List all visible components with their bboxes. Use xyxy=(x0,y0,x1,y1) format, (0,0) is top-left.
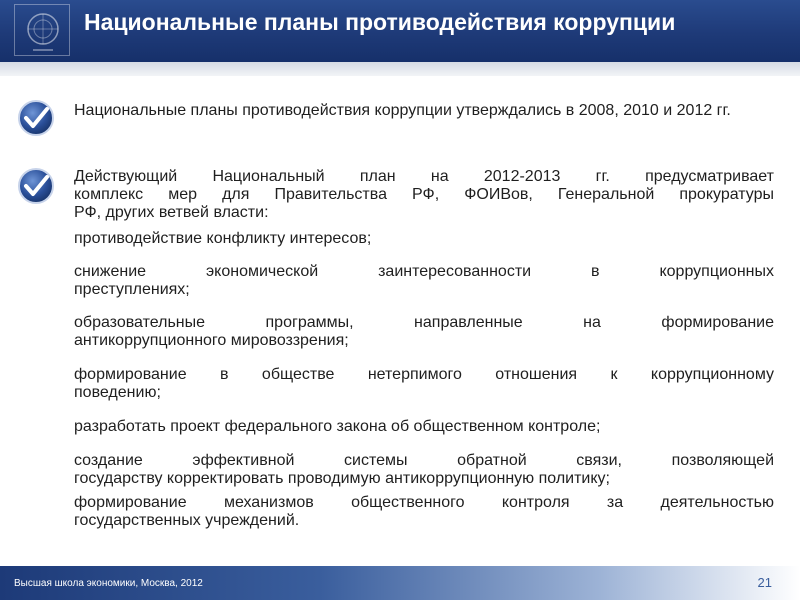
list-item-line2: преступлениях; xyxy=(74,281,190,298)
list-item-line2: государству корректировать проводимую антикоррупционную политику; xyxy=(74,470,610,487)
paragraph-current-plan-line2: комплекс мер для Правительства РФ, ФОИВов, Генеральной прокуратуры xyxy=(74,186,774,203)
paragraph-plans-history: Национальные планы противодействия коррупции утверждались в 2008, 2010 и 2012 гг. xyxy=(74,102,731,119)
paragraph-current-plan-line1: Действующий Национальный план на 2012-2013 гг. предусматривает xyxy=(74,168,774,185)
paragraph-current-plan-line3: РФ, других ветвей власти: xyxy=(74,204,269,221)
list-item-line1: снижение экономической заинтересованности в коррупционных xyxy=(74,263,774,280)
list-item-line1: создание эффективной системы обратной связи, позволяющей xyxy=(74,452,774,469)
list-item-line1: формирование механизмов общественного контроля за деятельностью xyxy=(74,494,774,511)
header-bar xyxy=(0,0,800,62)
list-item-line1: формирование в обществе нетерпимого отношения к коррупционному xyxy=(74,366,774,383)
check-icon xyxy=(16,166,56,206)
list-item: разработать проект федерального закона об общественном контроле; xyxy=(74,418,601,435)
logo-emblem-icon xyxy=(14,4,70,56)
footer-organization: Высшая школа экономики, Москва, 2012 xyxy=(14,578,203,589)
footer-bar xyxy=(0,566,800,600)
check-icon xyxy=(16,98,56,138)
list-item-line1: образовательные программы, направленные на формирование xyxy=(74,314,774,331)
page-number: 21 xyxy=(757,575,772,590)
page-title: Национальные планы противодействия коррупции xyxy=(84,9,676,35)
list-item: противодействие конфликту интересов; xyxy=(74,230,372,247)
header-divider xyxy=(0,62,800,76)
list-item-line2: антикоррупционного мировоззрения; xyxy=(74,332,349,349)
list-item-line2: государственных учреждений. xyxy=(74,512,300,529)
list-item-line2: поведению; xyxy=(74,384,161,401)
